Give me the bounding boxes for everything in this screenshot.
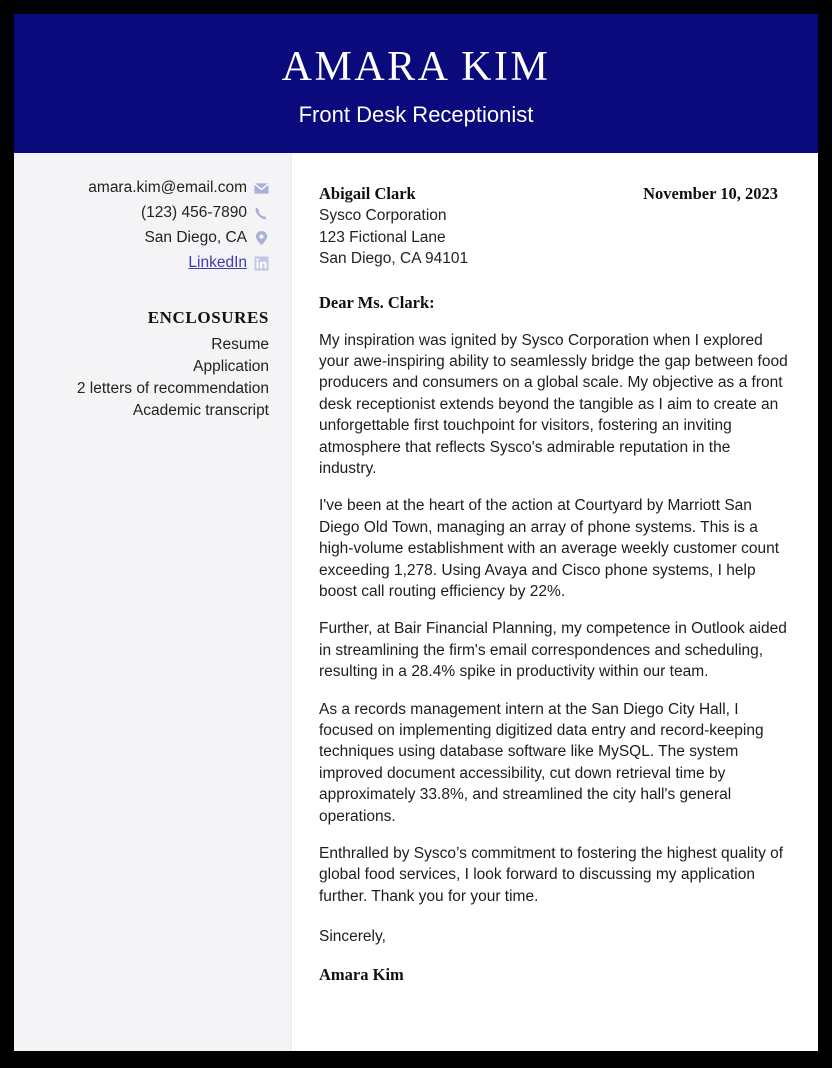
contact-phone-text: (123) 456-7890 — [141, 204, 247, 221]
letter-paragraph: Enthralled by Sysco’s commitment to fostering the highest quality of global food services, I look forward to discussing my application further. Thank you for your time. — [319, 845, 784, 905]
applicant-name: AMARA KIM — [281, 44, 551, 90]
contact-item-email — [88, 177, 269, 199]
contact-email-text: amara.kim@email.com — [88, 179, 247, 196]
location-pin-icon — [254, 231, 269, 246]
contact-info-list — [24, 177, 269, 274]
contact-item-location — [144, 227, 269, 249]
enclosure-item: Application — [193, 358, 269, 375]
letter-paragraph: Further, at Bair Financial Planning, my competence in Outlook aided in streamlining the firm's email correspondences and scheduling, resulting in a 28.4% spike in productivity within our team. — [319, 620, 787, 681]
recipient-city-state-zip: San Diego, CA 94101 — [319, 250, 469, 267]
enclosures-section — [24, 306, 269, 422]
contact-linkedin-link[interactable]: LinkedIn — [188, 254, 247, 271]
contact-item-phone — [141, 202, 269, 224]
letter-closing: Sincerely, — [319, 928, 386, 946]
enclosure-item: Resume — [211, 336, 269, 353]
letter-header-banner — [14, 14, 818, 153]
recipient-company: Sysco Corporation — [319, 207, 447, 224]
letter-date: November 10, 2023 — [643, 184, 778, 203]
cover-letter-page — [14, 14, 818, 1051]
enclosure-item: 2 letters of recommendation — [76, 380, 269, 397]
letter-signature: Amara Kim — [319, 965, 404, 985]
letter-body-area — [14, 153, 818, 1051]
recipient-street: 123 Fictional Lane — [319, 228, 446, 246]
enclosure-item: Academic transcript — [132, 402, 269, 419]
recipient-address-block — [319, 205, 790, 270]
applicant-job-title: Front Desk Receptionist — [298, 102, 534, 127]
letter-paragraph: As a records management intern at the San Diego City Hall, I focused on implementing digitized data entry and record-keeping techniques using database software like MySQL. The system improved document accessibility, cut down retrieval time by approximately 33.8%, and streamlined the city hall's general operations. — [319, 700, 764, 825]
letter-paragraph: My inspiration was ignited by Sysco Corporation when I explored your awe-inspiring ability to seamlessly bridge the gap between food producers and consumers on a global scale. My objective as a front desk receptionist extends beyond the tangible as I aim to create an unforgettable first touchpoint for visitors, fostering an inviting atmosphere that reflects Sysco's admirable reputation in the industry. — [319, 331, 788, 477]
envelope-icon — [254, 181, 269, 196]
letter-paragraph: I've been at the heart of the action at Courtyard by Marriott San Diego Old Town, managing an array of phone systems. This is a high-volume establishment with an average weekly customer count exceeding 1,278. Using Avaya and Cisco phone systems, I help boost call routing efficiency by 22%. — [319, 497, 780, 600]
letter-salutation: Dear Ms. Clark: — [319, 292, 435, 312]
contact-location-text: San Diego, CA — [144, 229, 247, 246]
recipient-header-row — [319, 183, 790, 205]
contact-sidebar — [14, 153, 292, 1051]
letter-content — [292, 153, 818, 1051]
linkedin-icon[interactable] — [254, 256, 269, 271]
contact-item-linkedin[interactable] — [188, 252, 269, 274]
recipient-name: Abigail Clark — [319, 184, 416, 203]
phone-icon — [254, 206, 269, 221]
enclosures-heading: ENCLOSURES — [147, 308, 269, 327]
